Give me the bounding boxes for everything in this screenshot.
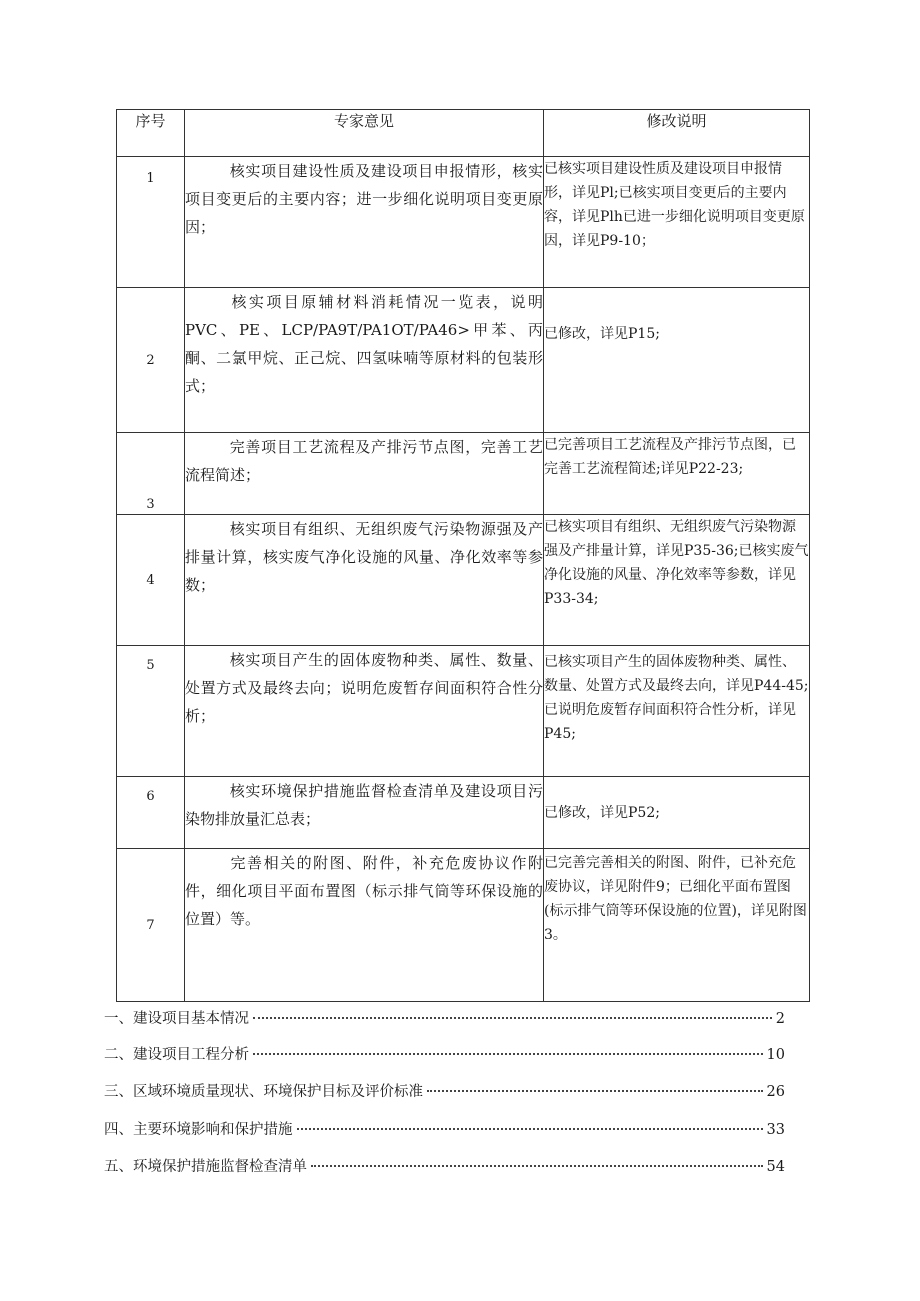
review-table	[116, 109, 810, 1002]
table-row	[117, 288, 810, 433]
toc-page: 26	[766, 1084, 785, 1100]
row-seq: 4	[117, 515, 185, 646]
toc-label: 一、建设项目基本情况	[104, 1011, 249, 1027]
table-header-row	[117, 110, 810, 157]
table-row	[117, 515, 810, 646]
toc-entry[interactable]	[104, 1155, 785, 1176]
toc-entry[interactable]	[104, 1080, 785, 1101]
toc-leader	[311, 1165, 763, 1167]
toc-entry[interactable]	[104, 1007, 785, 1028]
table-row	[117, 777, 810, 849]
row-explanation: 已修改，详见P52;	[544, 777, 810, 849]
row-seq: 3	[117, 433, 185, 515]
toc-leader	[297, 1128, 763, 1130]
row-seq: 1	[117, 157, 185, 288]
row-seq: 2	[117, 288, 185, 433]
table-row	[117, 157, 810, 288]
toc-entry[interactable]	[104, 1118, 785, 1139]
row-seq: 6	[117, 777, 185, 849]
row-opinion: 核实环境保护措施监督检查清单及建设项目污染物排放量汇总表；	[185, 777, 544, 849]
row-opinion: 核实项目有组织、无组织废气污染物源强及产排量计算，核实废气净化设施的风量、净化效率等参数；	[185, 515, 544, 646]
row-explanation: 已修改，详见P15;	[544, 288, 810, 433]
row-explanation: 已核实项目产生的固体废物种类、属性、数量、处置方式及最终去向，详见P44-45;已说明危废暂存间面积符合性分析，详见P45;	[544, 646, 810, 777]
toc-page: 10	[766, 1047, 785, 1063]
toc-leader	[253, 1017, 772, 1019]
toc-page: 2	[775, 1011, 785, 1027]
row-seq: 7	[117, 849, 185, 1002]
toc-page: 54	[766, 1159, 785, 1175]
toc-label: 五、环境保护措施监督检查清单	[104, 1159, 307, 1175]
toc-entry[interactable]	[104, 1043, 785, 1064]
toc-label: 二、建设项目工程分析	[104, 1047, 249, 1063]
table-row	[117, 433, 810, 515]
row-explanation: 已完善完善相关的附图、附件，已补充危废协议，详见附件9；已细化平面布置图(标示排气筒等环保设施的位置)，详见附图3。	[544, 849, 810, 1002]
toc-label: 四、主要环境影响和保护措施	[104, 1122, 293, 1138]
toc-leader	[427, 1090, 763, 1092]
row-explanation: 已完善项目工艺流程及产排污节点图，已完善工艺流程简述;详见P22-23;	[544, 433, 810, 515]
row-opinion: 核实项目产生的固体废物种类、属性、数量、处置方式及最终去向；说明危废暂存间面积符合性分析；	[185, 646, 544, 777]
table-row	[117, 849, 810, 1002]
table-row	[117, 646, 810, 777]
header-explanation: 修改说明	[544, 110, 810, 157]
row-explanation: 已核实项目建设性质及建设项目申报情形，详见Pl;已核实项目变更后的主要内容，详见Plh已进一步细化说明项目变更原因，详见P9-10；	[544, 157, 810, 288]
row-opinion: 完善相关的附图、附件，补充危废协议作附件，细化项目平面布置图（标示排气筒等环保设施的位置）等。	[185, 849, 544, 1002]
row-explanation: 已核实项目有组织、无组织废气污染物源强及产排量计算，详见P35-36;已核实废气净化设施的风量、净化效率等参数，详见P33-34;	[544, 515, 810, 646]
toc-page: 33	[766, 1122, 785, 1138]
toc-leader	[253, 1053, 763, 1055]
row-opinion: 完善项目工艺流程及产排污节点图，完善工艺流程简述；	[185, 433, 544, 515]
row-seq: 5	[117, 646, 185, 777]
row-opinion: 核实项目原辅材料消耗情况一览表，说明PVC、PE、LCP/PA9T/PA1OT/PA46>甲苯、丙酮、二氯甲烷、正己烷、四氢味喃等原材料的包装形式；	[185, 288, 544, 433]
toc-label: 三、区域环境质量现状、环境保护目标及评价标准	[104, 1084, 423, 1100]
header-seq: 序号	[117, 110, 185, 157]
row-opinion: 核实项目建设性质及建设项目申报情形，核实项目变更后的主要内容；进一步细化说明项目变更原因；	[185, 157, 544, 288]
header-opinion: 专家意见	[185, 110, 544, 157]
